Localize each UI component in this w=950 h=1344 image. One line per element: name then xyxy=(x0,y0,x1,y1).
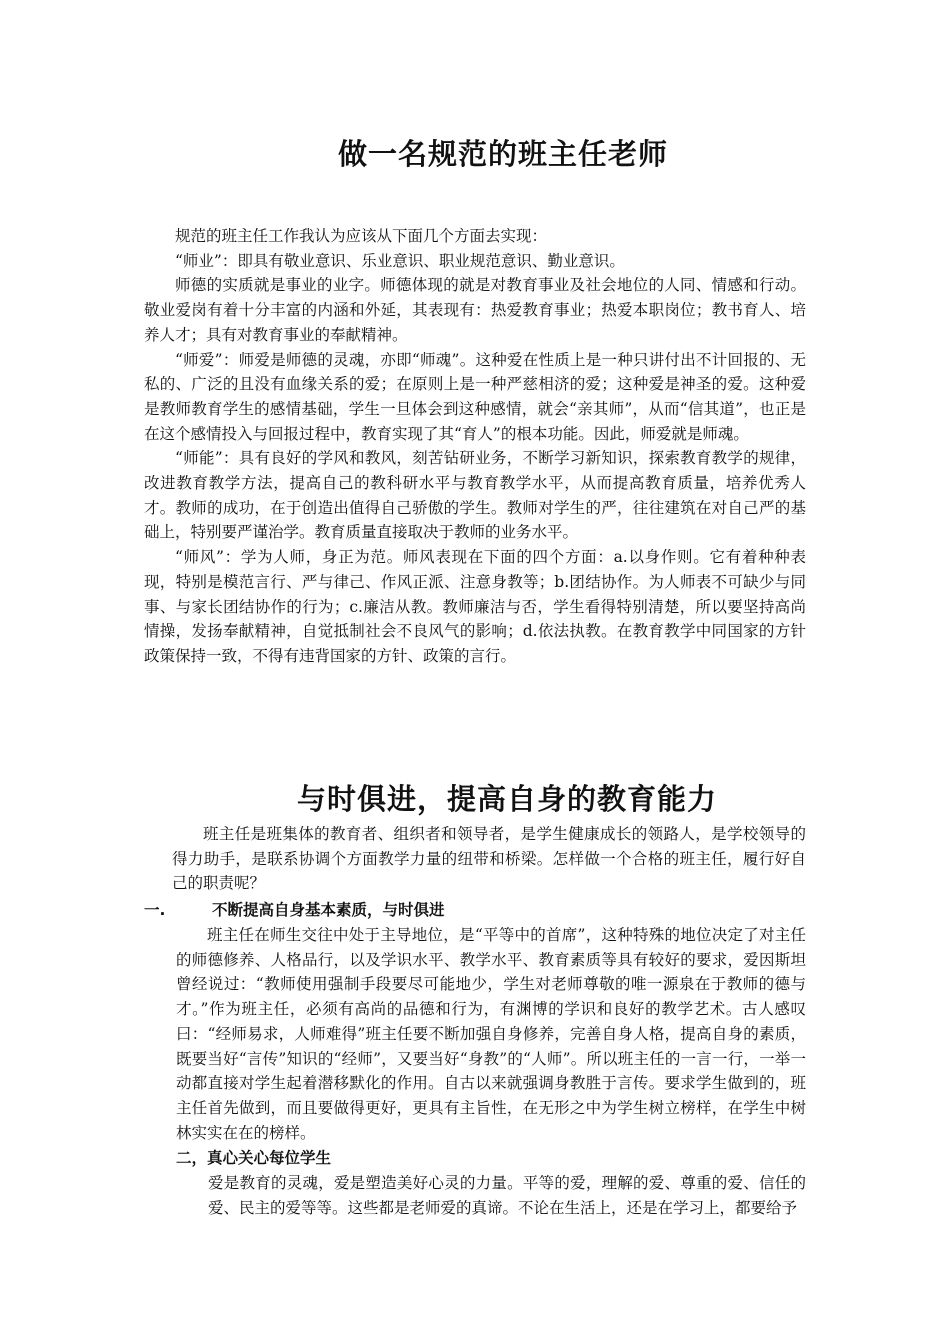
paragraph: “师爱”：师爱是师德的灵魂，亦即“师魂”。这种爱在性质上是一种只讲付出不计回报的、无私的、广泛的且没有血缘关系的爱；在原则上是一种严慈相济的爱；这种爱是神圣的爱。这种爱是教师教育学生的感情基础，学生一旦体会到这种感情，就会“亲其师”，从而“信其道”，也正是在这个感情投入与回报过程中，教育实现了其“育人”的根本功能。因此，师爱就是师魂。 xyxy=(144,350,806,443)
subsection-heading: 二，真心关心每位学生 xyxy=(176,1149,332,1167)
subsection-body xyxy=(144,1171,806,1220)
section-intro xyxy=(172,822,806,896)
paragraph: 爱是教育的灵魂，爱是塑造美好心灵的力量。平等的爱，理解的爱、尊重的爱、信任的爱、民主的爱等等。这些都是老师爱的真谛。不论在生活上，还是在学习上，都要给予 xyxy=(208,1174,806,1217)
paragraph: 师德的实质就是事业的业字。师德体现的就是对教育事业及社会地位的人同、情感和行动。敬业爱岗有着十分丰富的内涵和外延，其表现有：热爱教育事业；热爱本职岗位；教书育人、培养人才；具有对教育事业的奉献精神。 xyxy=(144,276,806,344)
heading-number: 一. xyxy=(144,901,166,919)
section-body xyxy=(144,224,806,669)
document-title: 做一名规范的班主任老师 xyxy=(337,137,668,171)
paragraph: “师能”：具有良好的学风和教风，刻苦钻研业务，不断学习新知识，探索教育教学的规律，改进教育教学方法，提高自己的教科研水平与教育教学水平，从而提高教育质量，培养优秀人才。教师的成功，在于创造出值得自己骄傲的学生。教师对学生的严，往往建筑在对自己严的基础上，特别要严谨治学。教育质量直接取决于教师的业务水平。 xyxy=(144,449,806,542)
paragraph: “师风”：学为人师，身正为范。师风表现在下面的四个方面：a.以身作则。它有着种种表现，特别是模范言行、严与律己、作风正派、注意身教等；b.团结协作。为人师表不可缺少与同事、与家长团结协作的行为；c.廉洁从教。教师廉洁与否，学生看得特别清楚，所以要坚持高尚情操，发扬奉献精神，自觉抵制社会不良风气的影响；d.依法执教。在教育教学中同国家的方针政策保持一致，不得有违背国家的方针、政策的言行。 xyxy=(144,548,806,665)
paragraph: 班主任是班集体的教育者、组织者和领导者，是学生健康成长的领路人，是学校领导的得力助手，是联系协调个方面教学力量的纽带和桥梁。怎样做一个合格的班主任，履行好自己的职责呢？ xyxy=(172,825,806,893)
paragraph: 班主任在师生交往中处于主导地位，是“平等中的首席”，这种特殊的地位决定了对主任的师德修养、人格品行，以及学识水平、教学水平、教育素质等具有较好的要求，爱因斯坦曾经说过：“教师使用强制手段要尽可能地少，学生对老师尊敬的唯一源泉在于教师的德与才。”作为班主任，必须有高尚的品德和行为，有渊博的学识和良好的教学艺术。古人感叹曰：“经师易求，人师难得”班主任要不断加强自身修养，完善自身人格，提高自身的素质，既要当好“言传”知识的“经师”，又要当好“身教”的“人师”。所以班主任的一言一行，一举一动都直接对学生起着潜移默化的作用。自古以来就强调身教胜于言传。要求学生做到的，班主任首先做到，而且要做得更好，更具有主旨性，在无形之中为学生树立榜样，在学生中树林实实在在的榜样。 xyxy=(176,926,806,1142)
subsection-body xyxy=(176,923,806,1145)
subsection-heading: 不断提高自身基本素质，与时俱进 xyxy=(212,901,445,919)
paragraph: “师业”：即具有敬业意识、乐业意识、职业规范意识、勤业意识。 xyxy=(175,251,625,270)
paragraph: 规范的班主任工作我认为应该从下面几个方面去实现： xyxy=(175,227,548,245)
section-title: 与时俱进，提高自身的教育能力 xyxy=(296,782,717,816)
